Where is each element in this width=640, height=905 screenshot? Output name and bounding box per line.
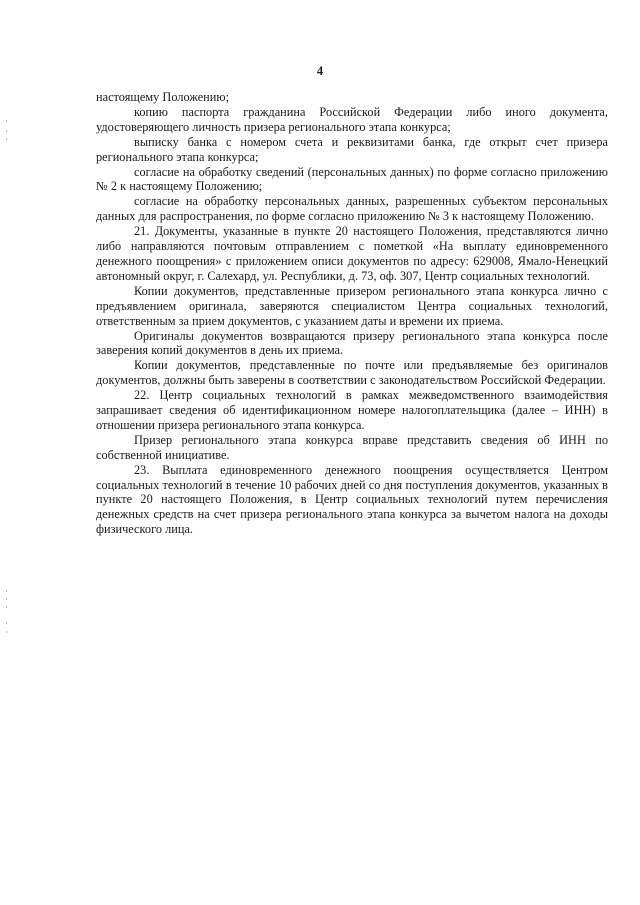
paragraph-inn-initiative: Призер регионального этапа конкурса вправе представить сведения об ИНН по собственной инициативе. [96,432,608,462]
paragraph-copies-by-mail: Копии документов, представленные по почте или предъявляемые без оригиналов документов, должны быть заверены в соответствии с законодательством Российской Федерации. [96,358,608,388]
page-number: 4 [316,64,324,78]
paragraph-item-23: 23. Выплата единовременного денежного поощрения осуществляется Центром социальных технологий в течение 10 рабочих дней со дня поступления документов, указанных в пункте 20 настоящего Положения, в Центр социальных технологий путем перечисления денежных средств на счет призера регионального этапа конкурса за вычетом налога на доходы физического лица. [96,462,608,537]
document-body [96,90,608,537]
paragraph-consent-processing: согласие на обработку сведений (персональных данных) по форме согласно приложению № 2 к настоящему Положению; [96,164,608,194]
paragraph-originals-returned: Оригиналы документов возвращаются призеру регионального этапа конкурса после заверения копий документов в день их приема. [96,328,608,358]
paragraph-consent-distribution: согласие на обработку персональных данных, разрешенных субъектом персональных данных для распространения, по форме согласно приложению № 3 к настоящему Положению. [96,194,608,224]
paragraph-item-21: 21. Документы, указанные в пункте 20 настоящего Положения, представляются лично либо направляются почтовым отправлением с пометкой «На выплату единовременного денежного поощрения» с приложением описи документов по адресу: 629008, Ямало-Ненецкий автономный округ, г. Салехард, ул. Республики, д. 73, оф. 307, Центр социальных технологий. [96,224,608,283]
paragraph-continuation: настоящему Положению; [96,90,230,104]
paragraph-copies-certified: Копии документов, представленные призером регионального этапа конкурса лично с предъявлением оригинала, заверяются специалистом Центра социальных технологий, ответственным за прием документов, с указанием даты и времени их приема. [96,283,608,328]
paragraph-bank-statement: выписку банка с номером счета и реквизитами банка, где открыт счет призера регионального этапа конкурса; [96,134,608,164]
paragraph-item-22: 22. Центр социальных технологий в рамках межведомственного взаимодействия запрашивает сведения об идентификационном номере налогоплательщика (далее – ИНН) в отношении призера регионального этапа конкурса. [96,388,608,432]
paragraph-passport-copy: копию паспорта гражданина Российской Федерации либо иного документа, удостоверяющего личность призера регионального этапа конкурса; [96,104,608,134]
